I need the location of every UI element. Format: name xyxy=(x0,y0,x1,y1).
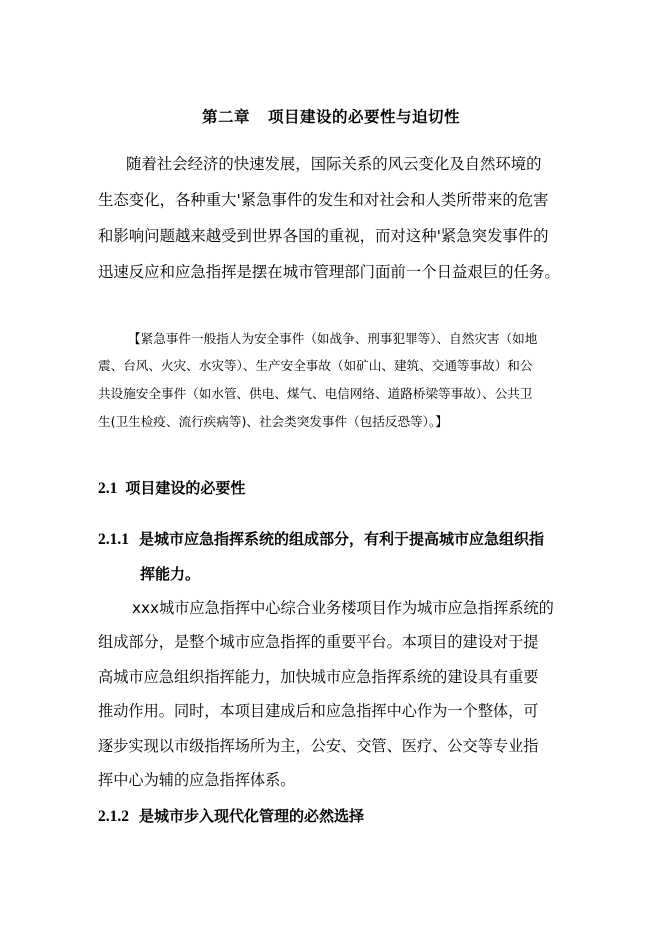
paragraph-line: 迅速反应和应急指挥是摆在城市管理部门面前一个日益艰巨的任务。 xyxy=(98,263,560,281)
section-title: 是城市应急指挥系统的组成部分，有利于提高城市应急组织指 xyxy=(139,530,545,548)
section-title-continuation: 挥能力。 xyxy=(140,565,201,583)
chapter-number: 第二章 xyxy=(201,108,250,126)
note-line: 震、台风、火灾、水灾等）、生产安全事故（如矿山、建筑、交通等事故）和公 xyxy=(98,358,533,373)
section-title: 是城市步入现代化管理的必然选择 xyxy=(139,807,365,825)
section-heading-2-1-1 xyxy=(98,528,544,549)
paragraph-line: xxx城市应急指挥中心综合业务楼项目作为城市应急指挥系统的 xyxy=(132,599,554,617)
paragraph-line: 推动作用。同时，本项目建成后和应急指挥中心作为一个整体，可 xyxy=(98,702,539,720)
paragraph-line: 高城市应急组织指挥能力，加快城市应急指挥系统的建设具有重要 xyxy=(98,668,539,686)
paragraph-line: 随着社会经济的快速发展，国际关系的风云变化及自然环境的 xyxy=(126,155,542,173)
chapter-title xyxy=(0,105,662,127)
note-line: 生(卫生检疫、流行疾病等)、社会类突发事件（包括反恐等）。】 xyxy=(98,414,448,429)
section-heading-2-1-2 xyxy=(98,805,364,826)
paragraph-line: 逐步实现以市级指挥场所为主，公安、交管、医疗、公交等专业指 xyxy=(98,737,539,755)
section-number: 2.1.2 xyxy=(98,808,129,825)
note-line: 【紧急事件一般指人为安全事件（如战争、刑事犯罪等）、自然灾害（如地 xyxy=(128,331,538,346)
paragraph-line: 生态变化，各种重大'紧急事件的发生和对社会和人类所带来的危害 xyxy=(98,191,549,209)
note-line: 共设施安全事件（如水管、供电、煤气、电信网络、道路桥梁等事故）、公共卫 xyxy=(98,386,533,401)
section-number: 2.1 xyxy=(98,480,118,497)
paragraph-line: 挥中心为辅的应急指挥体系。 xyxy=(98,771,296,789)
section-heading-2-1 xyxy=(98,477,245,498)
paragraph-line: 和影响问题越来越受到世界各国的重视，而对这种'紧急突发事件的 xyxy=(98,227,549,245)
chapter-title-text: 项目建设的必要性与迫切性 xyxy=(268,108,461,126)
section-title: 项目建设的必要性 xyxy=(125,479,246,497)
paragraph-line: 组成部分，是整个城市应急指挥的重要平台。本项目的建设对于提 xyxy=(98,633,539,651)
section-number: 2.1.1 xyxy=(98,531,129,548)
